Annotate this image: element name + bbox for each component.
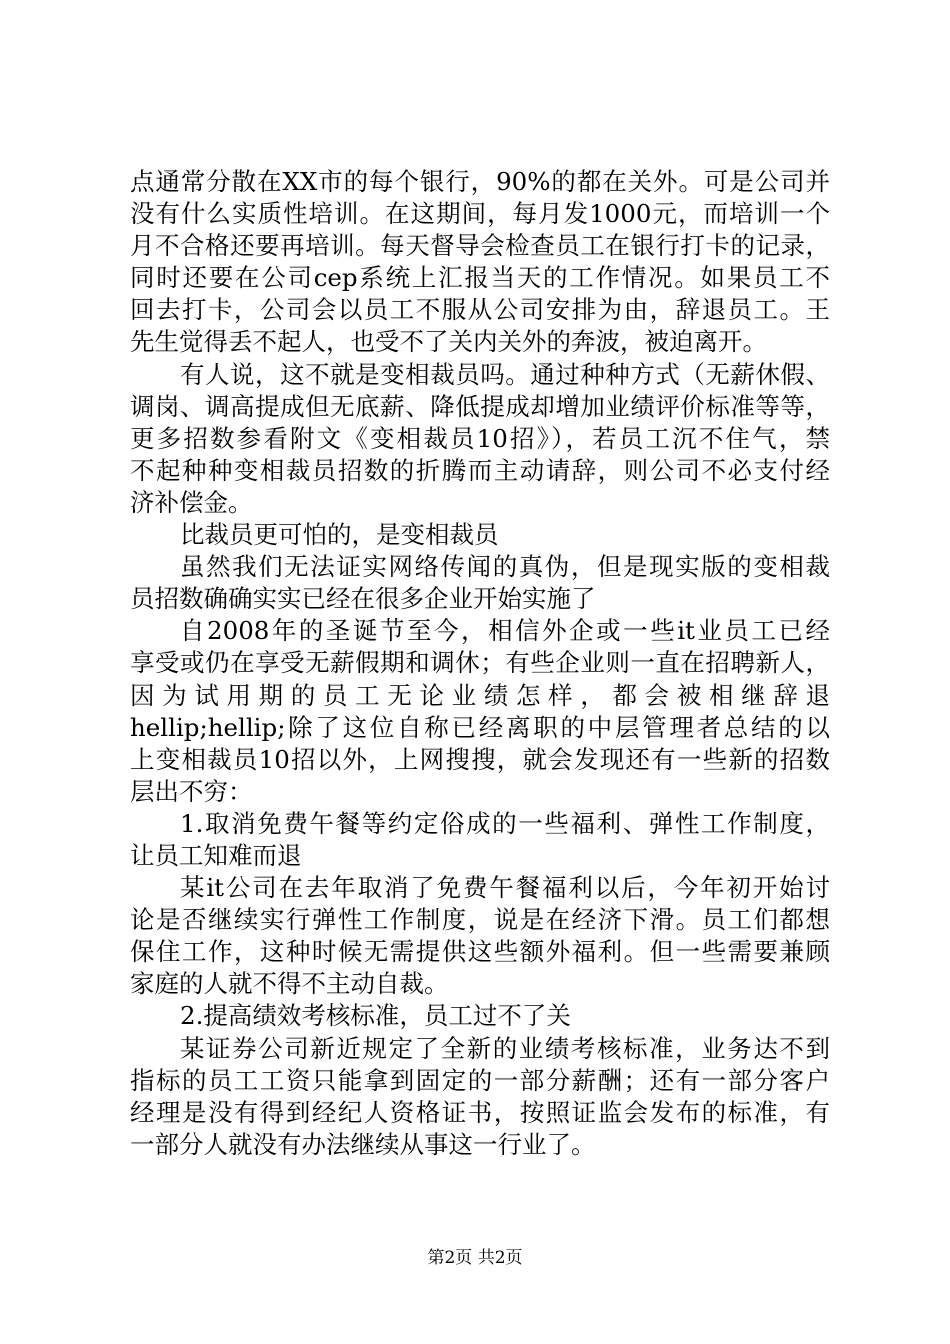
text-line: 1.取消免费午餐等约定俗成的一些福利、弹性工作制度， [180,808,830,838]
text-line: 虽然我们无法证实网络传闻的真伪，但是现实版的变相裁 [180,552,830,582]
text-line: 济补偿金。 [130,487,253,517]
text-line: 家庭的人就不得不主动自裁。 [130,969,449,999]
text-line: 一部分人就没有办法继续从事这一行业了。 [130,1129,596,1159]
text-line: 回去打卡，公司会以员工不服从公司安排为由，辞退员工。王 [130,295,830,325]
document-body [130,166,830,1161]
text-line: 月不合格还要再培训。每天督导会检查员工在银行打卡的记录， [130,231,830,261]
text-line: 先生觉得丢不起人，也受不了关内关外的奔波，被迫离开。 [130,327,767,357]
text-line: 上变相裁员10招以外，上网搜搜，就会发现还有一些新的招数 [130,744,830,774]
text-line: 某证券公司新近规定了全新的业绩考核标准，业务达不到 [180,1033,830,1063]
text-line: 指标的员工工资只能拿到固定的一部分薪酬；还有一部分客户 [130,1065,830,1095]
text-line: 享受或仍在享受无薪假期和调休；有些企业则一直在招聘新人， [130,648,830,678]
text-line: 因为试用期的员工无论业绩怎样，都会被相继辞退 [130,680,830,710]
text-line: 比裁员更可怕的，是变相裁员 [180,520,499,550]
text-line: 没有什么实质性培训。在这期间，每月发1000元，而培训一个 [130,199,830,229]
text-line: 2.提高绩效考核标准，员工过不了关 [180,1001,571,1031]
text-line: 让员工知难而退 [130,840,302,870]
page-number-label: 第2页 共2页 [427,1248,523,1268]
text-line: 论是否继续实行弹性工作制度，说是在经济下滑。员工们都想 [130,905,830,935]
text-line: 有人说，这不就是变相裁员吗。通过种种方式（无薪休假、 [180,359,830,389]
text-line: 保住工作，这种时候无需提供这些额外福利。但一些需要兼顾 [130,937,830,967]
text-line: 某it公司在去年取消了免费午餐福利以后，今年初开始讨 [180,873,830,903]
text-line: 调岗、调高提成但无底薪、降低提成却增加业绩评价标准等等， [130,391,830,421]
text-line: 点通常分散在XX市的每个银行，90%的都在关外。可是公司并 [130,167,830,196]
text-line: 经理是没有得到经纪人资格证书，按照证监会发布的标准，有 [130,1097,830,1127]
text-line: 同时还要在公司cep系统上汇报当天的工作情况。如果员工不 [130,263,830,293]
text-line: 更多招数参看附文《变相裁员10招》），若员工沉不住气，禁 [130,423,830,453]
text-line: 自2008年的圣诞节至今，相信外企或一些it业员工已经 [180,616,830,646]
text-line: 不起种种变相裁员招数的折腾而主动请辞，则公司不必支付经 [130,455,830,485]
text-line: 层出不穷： [130,776,253,806]
page-footer [0,1248,950,1268]
text-line: hellip;hellip;除了这位自称已经离职的中层管理者总结的以 [130,712,830,742]
text-line: 员招数确确实实已经在很多企业开始实施了 [130,584,596,614]
